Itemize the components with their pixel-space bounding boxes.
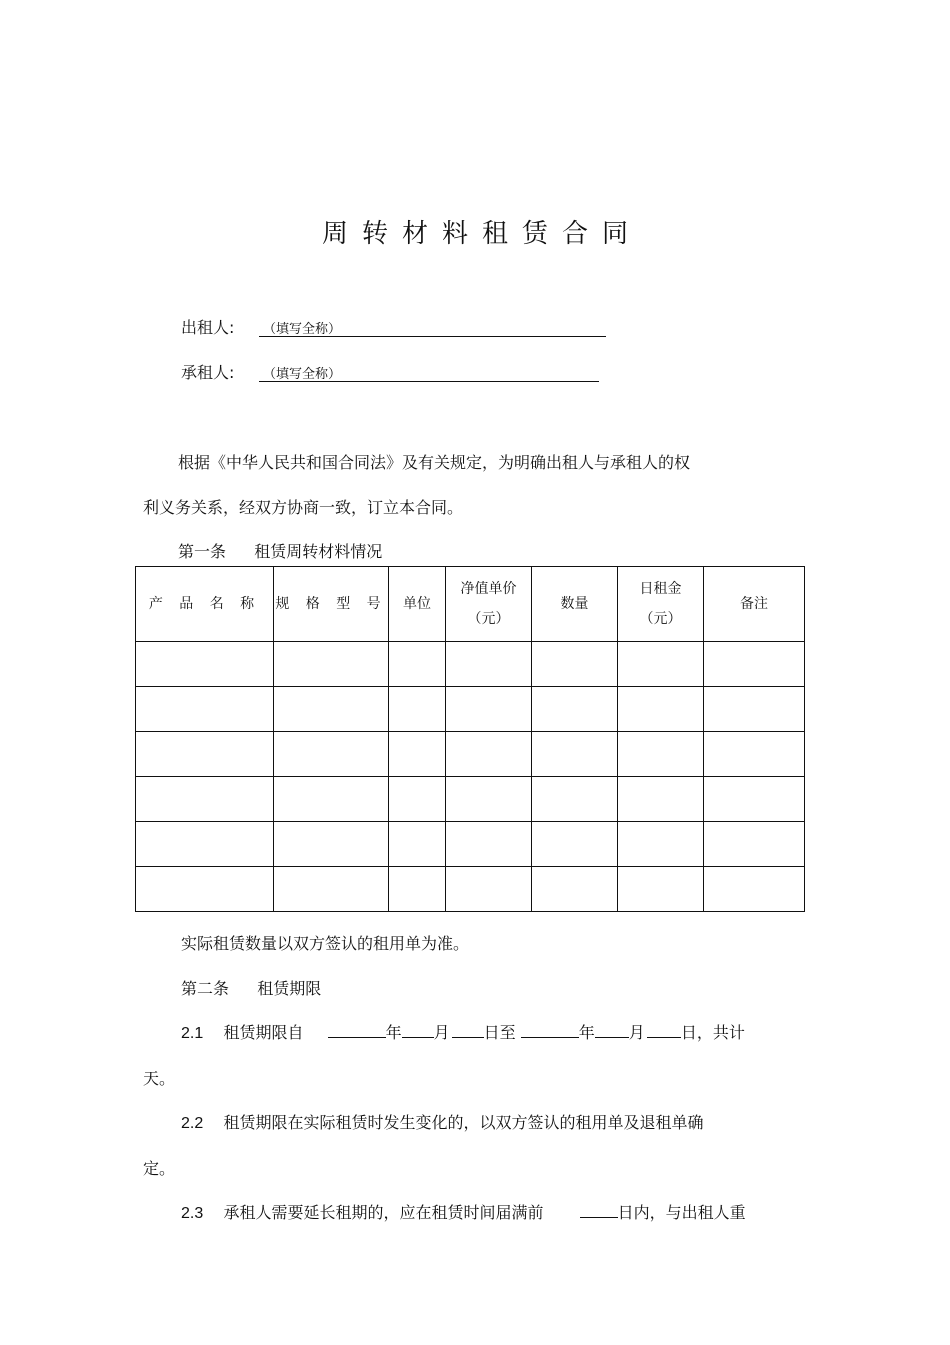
table-row bbox=[136, 687, 805, 732]
table-row bbox=[136, 777, 805, 822]
clause-2-1-number: 2.1 bbox=[181, 1025, 204, 1042]
header-product-name: 产 品 名 称 bbox=[136, 567, 274, 642]
table-row bbox=[136, 867, 805, 912]
clause-2-1-text: 租赁期限自 bbox=[223, 1023, 304, 1042]
lessee-name-hint: （填写全称） bbox=[263, 367, 342, 382]
table-header-row bbox=[136, 567, 805, 642]
intro-line-2: 利义务关系，经双方协商一致，订立本合同。 bbox=[143, 498, 464, 517]
header-spec-model: 规 格 型 号 bbox=[274, 567, 389, 642]
table-row bbox=[136, 822, 805, 867]
clause-2-1-continuation: 天。 bbox=[143, 1069, 176, 1088]
lessor-label: 出租人: bbox=[181, 318, 235, 337]
lessor-name-hint: （填写全称） bbox=[263, 322, 342, 337]
end-day-blank[interactable] bbox=[647, 1023, 681, 1038]
extension-days-blank[interactable] bbox=[580, 1203, 618, 1218]
lessee-name-field[interactable] bbox=[259, 359, 599, 382]
article-1-heading bbox=[178, 539, 382, 562]
article-2-number: 第二条 bbox=[181, 979, 230, 998]
header-daily-rent: 日租金 （元） bbox=[618, 567, 704, 642]
end-month-blank[interactable] bbox=[595, 1023, 629, 1038]
clause-2-3-text: 承租人需要延长租期的，应在租赁时间届满前 bbox=[223, 1203, 544, 1222]
table-row bbox=[136, 732, 805, 777]
header-net-unit-price: 净值单价 （元） bbox=[446, 567, 532, 642]
clause-2-1: 2.1 租赁期限自 年 月 日至 年 月 日，共计 bbox=[181, 1023, 745, 1042]
header-unit: 单位 bbox=[389, 567, 446, 642]
header-quantity: 数量 bbox=[532, 567, 618, 642]
start-day-blank[interactable] bbox=[452, 1023, 484, 1038]
document-title: 周转材料租赁合同 bbox=[321, 219, 642, 249]
clause-2-3 bbox=[181, 1200, 746, 1223]
lessee-label: 承租人: bbox=[181, 363, 235, 382]
lessor-name-field[interactable] bbox=[259, 314, 606, 337]
article-1-number: 第一条 bbox=[178, 542, 227, 561]
clause-2-2-continuation: 定。 bbox=[143, 1159, 176, 1178]
clause-2-3-number: 2.3 bbox=[181, 1205, 204, 1222]
clause-2-2-text: 租赁期限在实际租赁时发生变化的，以双方签认的租用单及退租单确 bbox=[223, 1113, 704, 1132]
header-remarks: 备注 bbox=[704, 567, 805, 642]
intro-line-1: 根据《中华人民共和国合同法》及有关规定，为明确出租人与承租人的权 bbox=[178, 453, 691, 472]
article-1-title: 租赁周转材料情况 bbox=[254, 542, 383, 561]
article-2-title: 租赁期限 bbox=[257, 979, 322, 998]
clause-2-3-tail: 日内，与出租人重 bbox=[617, 1203, 746, 1222]
actual-quantity-note: 实际租赁数量以双方签认的租用单为准。 bbox=[181, 934, 470, 953]
end-year-blank[interactable] bbox=[521, 1023, 579, 1038]
start-month-blank[interactable] bbox=[402, 1023, 434, 1038]
start-year-blank[interactable] bbox=[328, 1023, 386, 1038]
table-row bbox=[136, 642, 805, 687]
article-2-heading bbox=[181, 976, 321, 999]
clause-2-2 bbox=[181, 1110, 703, 1133]
rental-materials-table bbox=[135, 566, 805, 912]
clause-2-2-number: 2.2 bbox=[181, 1115, 204, 1132]
